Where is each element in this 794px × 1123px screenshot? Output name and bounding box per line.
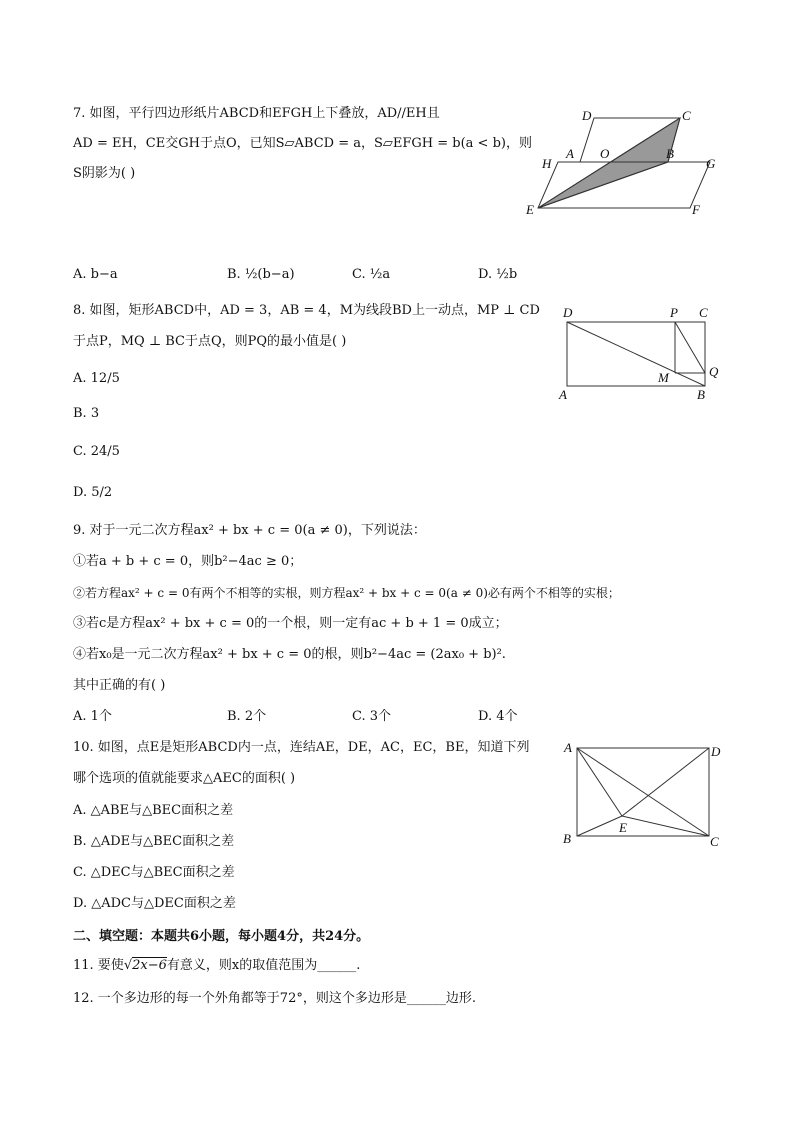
q8-label-d: D [563,305,573,320]
q8-label-p: P [670,305,678,320]
q8-line2: 于点P，MQ ⊥ BC于点Q，则PQ的最小值是( ) [73,334,347,349]
q8-option-c: C. 24/5 [73,444,120,459]
q10-option-a: A. △ABE与△BEC面积之差 [73,803,234,818]
q10-option-c: C. △DEC与△BEC面积之差 [73,865,235,880]
q10-segment-ae [577,748,622,816]
q7-label-e: E [526,202,534,217]
q8-segment-pq [675,322,705,373]
q10-label-d: D [711,744,721,759]
q10-label-a: A [564,740,572,755]
q10-line1: 10. 如图，点E是矩形ABCD内一点，连结AE，DE，AC，EC，BE，知道下列 [73,740,530,755]
q7-line3: S阴影为( ) [73,166,136,181]
q11-before: 11. 要使 [73,958,124,973]
q8-line1: 8. 如图，矩形ABCD中，AD = 3，AB = 4，M为线段BD上一动点，MP ⊥ CD [73,303,540,318]
q10-label-c: C [710,834,719,849]
q9-option-d: D. 4个 [478,709,518,724]
q7-label-b: B [666,146,674,161]
q8-label-a: A [559,387,567,402]
q12-line: 12. 一个多边形的每一个外角都等于72°，则这个多边形是______边形. [73,991,476,1006]
q7-label-h: H [542,156,552,171]
q8-label-m: M [658,370,669,385]
q10-label-b: B [563,831,571,846]
q7-figure [520,100,730,225]
q11-after: 有意义，则x的取值范围为______. [166,958,361,973]
q8-option-b: B. 3 [73,406,100,421]
q7-option-d: D. ½b [478,267,518,282]
q9-option-c: C. 3个 [352,709,392,724]
q9-statement-3: ③若c是方程ax² + bx + c = 0的一个根，则一定有ac + b + 1 = 0成立； [73,616,508,631]
q8-diagonal-bd [567,322,705,386]
q11-line [73,957,360,975]
q10-segment-ac [577,748,709,836]
q9-option-a: A. 1个 [73,709,112,724]
q8-option-a: A. 12/5 [73,371,120,386]
q8-label-b: B [697,387,705,402]
q10-figure [560,738,730,853]
q7-label-a: A [566,146,574,161]
q10-segment-de [622,748,709,816]
section-2-heading: 二、填空题：本题共6小题，每小题4分，共24分。 [73,929,370,944]
q8-figure [555,300,730,405]
q10-option-b: B. △ADE与△BEC面积之差 [73,834,235,849]
q9-line1: 9. 对于一元二次方程ax² + bx + c = 0(a ≠ 0)，下列说法： [73,523,426,538]
q10-line2: 哪个选项的值就能要求△AEC的面积( ) [73,771,296,786]
q11-sqrt-symbol: √ [123,958,133,973]
q10-option-d: D. △ADC与△DEC面积之差 [73,896,236,911]
q8-option-d: D. 5/2 [73,485,113,500]
q7-label-c: C [682,108,691,123]
q7-line1: 7. 如图，平行四边形纸片ABCD和EFGH上下叠放，AD//EH且 [73,106,440,121]
q7-option-b: B. ½(b−a) [227,267,295,282]
q9-statement-4: ④若x₀是一元二次方程ax² + bx + c = 0的根，则b²−4ac = (2ax₀ + b)². [73,647,506,662]
q7-label-f: F [692,202,700,217]
q7-label-o: O [600,146,610,161]
q8-label-q: Q [709,364,719,379]
q10-label-e: E [619,820,627,835]
q7-option-c: C. ½a [352,267,391,282]
q11-radicand: 2x−6 [132,958,167,973]
q9-statement-2: ②若方程ax² + c = 0有两个不相等的实根，则方程ax² + bx + c = 0(a ≠ 0)必有两个不相等的实根； [73,586,620,600]
q7-line2: AD = EH，CE交GH于点O，已知S▱ABCD = a，S▱EFGH = b(a < b)，则 [73,136,532,151]
q7-label-g: G [706,156,716,171]
q7-label-d: D [582,108,592,123]
q7-option-a: A. b−a [73,267,118,282]
q10-segment-be [577,816,622,836]
q9-statement-1: ①若a + b + c = 0，则b²−4ac ≥ 0； [73,554,303,569]
q8-label-c: C [699,305,708,320]
q9-ask: 其中正确的有( ) [73,678,166,693]
q10-segment-ec [622,816,709,836]
q9-option-b: B. 2个 [227,709,267,724]
